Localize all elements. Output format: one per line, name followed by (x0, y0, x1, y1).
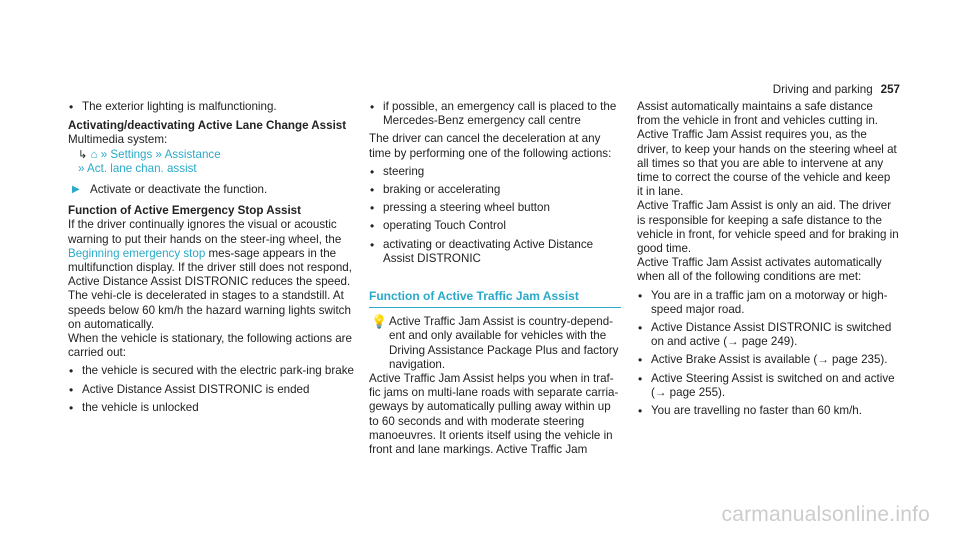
section-name: Driving and parking (772, 83, 873, 96)
paragraph (68, 218, 358, 332)
list-item: • steering (369, 165, 621, 179)
list-item: • activating or deactivating Active Distance Assist DISTRONIC (369, 238, 621, 266)
paragraph: The driver can cancel the deceleration at any time by performing one of the following actions: (369, 132, 612, 160)
watermark: carmanualsonline.info (721, 503, 930, 526)
list-item: • The exterior lighting is malfunctioning. (68, 100, 358, 114)
menu-path (68, 148, 358, 162)
paragraph: Assist automatically maintains a safe distance from the vehicle in front and vehicles cutting in. (637, 100, 879, 128)
list-item: • operating Touch Control (369, 219, 621, 233)
list-item: • You are in a traffic jam on a motorway or high-speed major road. (637, 289, 899, 317)
action-text: Activate or deactivate the function. (90, 183, 268, 197)
column-2 (369, 100, 621, 457)
list-item: • Active Steering Assist is switched on and active (→ page 255). (637, 372, 899, 400)
list-item: • braking or accelerating (369, 183, 621, 197)
note (369, 315, 621, 372)
list-item: • Active Brake Assist is available (→ page 235). (637, 353, 899, 367)
paragraph-text: If the driver continually ignores the visual or acoustic warning to put their hands on the steer-ing wheel, the (68, 218, 342, 246)
list-item: • You are travelling no faster than 60 km/h. (637, 404, 899, 418)
lightbulb-icon: 💡 (371, 314, 388, 330)
section-title-traffic-jam: Function of Active Traffic Jam Assist (369, 289, 621, 308)
chevron-right-icon: » (78, 161, 85, 175)
page-header (773, 83, 900, 97)
paragraph: Active Traffic Jam Assist activates automatically when all of the following conditions are met: (637, 256, 882, 284)
paragraph-text: mes-sage appears in the multifunction display. If the driver still does not respond, Active Distance Assist DISTRONIC reduces the speed. The vehi-cle is decelerated in stages to a standstill. At speeds below 60 km/h the hazard warning lights switch on automatically. (68, 246, 352, 331)
list-item: • pressing a steering wheel button (369, 201, 621, 215)
emergency-stop-link[interactable]: Beginning emergency stop (68, 246, 206, 260)
list-item: • the vehicle is unlocked (68, 401, 358, 415)
chevron-right-icon: » (100, 147, 108, 161)
menu-assistance[interactable]: Assistance (164, 147, 221, 161)
menu-lane-change[interactable]: Act. lane chan. assist (87, 161, 197, 175)
action-step (68, 183, 358, 197)
paragraph: Active Traffic Jam Assist helps you when in traf-fic jams on multi-lane roads with separate carria-geways by automatically pulling away within up to 60 seconds and with moderate steering manoeuvres. It orients itself using the vehicle in front and lane markings. Active Traffic Jam (369, 372, 619, 457)
paragraph: Active Traffic Jam Assist is only an aid. The driver is responsible for keeping a safe distance to the vehicle in front, for vehicle speed and for braking in good time. (637, 199, 899, 256)
chevron-right-icon: » (155, 147, 162, 161)
list-item: • Active Distance Assist DISTRONIC is ended (68, 383, 358, 397)
list-item: • the vehicle is secured with the electric park-ing brake (68, 364, 358, 378)
return-arrow-icon: ↳ (78, 148, 88, 161)
heading-lane-change: Activating/deactivating Active Lane Change Assist (68, 119, 347, 133)
menu-path-cont (68, 162, 358, 176)
list-item: • Active Distance Assist DISTRONIC is switched on and active (→ page 249). (637, 321, 899, 349)
home-icon[interactable]: ⌂ (90, 147, 98, 161)
paragraph: When the vehicle is stationary, the following actions are carried out: (68, 332, 352, 360)
column-1 (68, 100, 358, 419)
column-3 (637, 100, 899, 422)
multimedia-label: Multimedia system: (68, 133, 168, 147)
list-item: • if possible, an emergency call is placed to the Mercedes-Benz emergency call centre (369, 100, 621, 128)
menu-settings[interactable]: Settings (110, 147, 153, 161)
note-text: Active Traffic Jam Assist is country-depend-ent and only available for vehicles with the Driving Assistance Package Plus and factory navigation. (389, 315, 619, 371)
action-arrow-icon: ▶ (72, 184, 80, 196)
paragraph: Active Traffic Jam Assist requires you, as the driver, to keep your hands on the steering wheel at all times so that you are able to intervene at any time to correct the course of the vehicle and keep it in lane. (637, 128, 897, 199)
page-number: 257 (880, 83, 900, 96)
heading-emergency-stop: Function of Active Emergency Stop Assist (68, 204, 301, 218)
